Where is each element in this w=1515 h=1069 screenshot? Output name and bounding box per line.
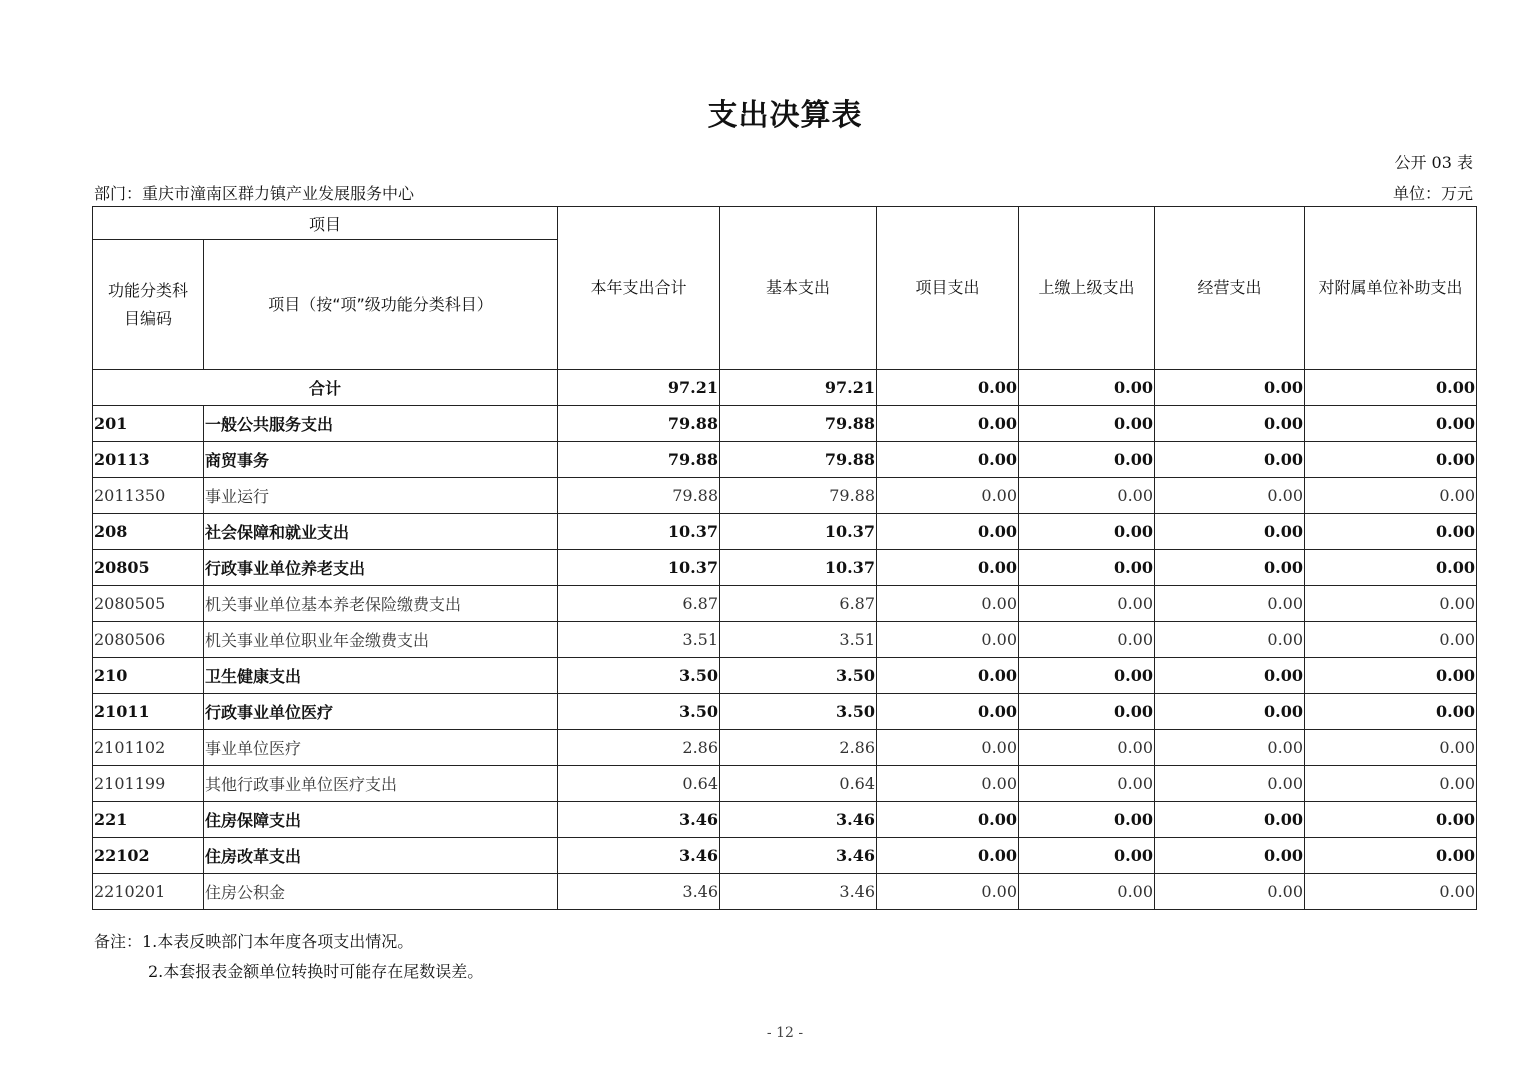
- total-value: 0.00: [1305, 370, 1477, 406]
- row-code: 201: [93, 406, 204, 442]
- row-value: 0.00: [1155, 586, 1305, 622]
- row-code: 2080505: [93, 586, 204, 622]
- row-value: 0.00: [1019, 766, 1155, 802]
- row-value: 0.00: [1155, 694, 1305, 730]
- row-value: 0.00: [1305, 802, 1477, 838]
- row-value: 0.64: [558, 766, 720, 802]
- header-col-basic: 基本支出: [720, 207, 877, 370]
- table-row: [93, 478, 1477, 514]
- row-value: 0.00: [1019, 730, 1155, 766]
- row-value: 0.00: [1019, 802, 1155, 838]
- row-value: 0.00: [1305, 658, 1477, 694]
- header-col-project: 项目支出: [877, 207, 1019, 370]
- row-value: 0.00: [1305, 586, 1477, 622]
- row-value: 0.00: [1305, 766, 1477, 802]
- row-code: 2101199: [93, 766, 204, 802]
- row-value: 3.50: [720, 694, 877, 730]
- row-value: 0.00: [877, 622, 1019, 658]
- row-code: 2080506: [93, 622, 204, 658]
- row-value: 0.00: [877, 406, 1019, 442]
- row-value: 79.88: [720, 478, 877, 514]
- note-line-2: 2.本套报表金额单位转换时可能存在尾数误差。: [148, 962, 484, 981]
- row-code: 20805: [93, 550, 204, 586]
- total-label: 合计: [93, 370, 558, 406]
- table-row: [93, 874, 1477, 910]
- row-value: 0.00: [877, 586, 1019, 622]
- total-value: 0.00: [877, 370, 1019, 406]
- row-code: 2210201: [93, 874, 204, 910]
- row-value: 10.37: [720, 514, 877, 550]
- row-value: 0.00: [877, 694, 1019, 730]
- row-value: 0.00: [1019, 550, 1155, 586]
- note-line-1: 备注：1.本表反映部门本年度各项支出情况。: [94, 932, 414, 951]
- row-value: 0.00: [1155, 838, 1305, 874]
- row-value: 3.46: [720, 838, 877, 874]
- row-value: 0.00: [877, 874, 1019, 910]
- row-name: 行政事业单位医疗: [204, 694, 558, 730]
- row-value: 3.46: [558, 874, 720, 910]
- row-value: 0.00: [1155, 406, 1305, 442]
- row-name: 住房改革支出: [204, 838, 558, 874]
- row-value: 79.88: [720, 406, 877, 442]
- row-value: 0.00: [1305, 406, 1477, 442]
- notes: [94, 927, 483, 987]
- row-value: 2.86: [720, 730, 877, 766]
- row-value: 0.00: [1019, 838, 1155, 874]
- row-value: 0.00: [1019, 514, 1155, 550]
- row-value: 0.00: [1305, 730, 1477, 766]
- row-code: 2011350: [93, 478, 204, 514]
- row-value: 0.00: [1155, 514, 1305, 550]
- row-name: 一般公共服务支出: [204, 406, 558, 442]
- row-value: 0.00: [1155, 766, 1305, 802]
- row-value: 0.00: [877, 766, 1019, 802]
- table-row: [93, 694, 1477, 730]
- row-value: 3.46: [720, 802, 877, 838]
- header-name: 项目（按“项”级功能分类科目）: [204, 240, 558, 370]
- row-value: 0.00: [877, 478, 1019, 514]
- row-value: 0.00: [1019, 442, 1155, 478]
- row-value: 0.00: [1305, 550, 1477, 586]
- row-value: 10.37: [558, 514, 720, 550]
- row-value: 0.00: [877, 442, 1019, 478]
- table-row: [93, 406, 1477, 442]
- row-value: 3.50: [558, 694, 720, 730]
- total-value: 0.00: [1019, 370, 1155, 406]
- table-row: [93, 550, 1477, 586]
- row-value: 0.00: [1305, 622, 1477, 658]
- row-code: 2101102: [93, 730, 204, 766]
- row-value: 0.00: [1305, 838, 1477, 874]
- row-value: 0.64: [720, 766, 877, 802]
- row-value: 0.00: [1019, 586, 1155, 622]
- table-row: [93, 622, 1477, 658]
- department-label: 部门：重庆市潼南区群力镇产业发展服务中心: [94, 184, 415, 203]
- unit-label: 单位：万元: [1392, 184, 1473, 203]
- total-value: 97.21: [558, 370, 720, 406]
- row-name: 卫生健康支出: [204, 658, 558, 694]
- row-name: 事业单位医疗: [204, 730, 558, 766]
- row-value: 0.00: [1019, 874, 1155, 910]
- row-value: 0.00: [877, 730, 1019, 766]
- row-name: 社会保障和就业支出: [204, 514, 558, 550]
- row-value: 0.00: [1155, 550, 1305, 586]
- row-value: 0.00: [1305, 442, 1477, 478]
- row-value: 0.00: [1019, 478, 1155, 514]
- total-value: 0.00: [1155, 370, 1305, 406]
- row-code: 208: [93, 514, 204, 550]
- row-value: 3.46: [558, 802, 720, 838]
- row-code: 21011: [93, 694, 204, 730]
- row-name: 机关事业单位基本养老保险缴费支出: [204, 586, 558, 622]
- total-row: [93, 370, 1477, 406]
- row-value: 0.00: [877, 838, 1019, 874]
- row-name: 机关事业单位职业年金缴费支出: [204, 622, 558, 658]
- page-number: - 12 -: [766, 1025, 804, 1041]
- row-value: 3.46: [558, 838, 720, 874]
- row-value: 79.88: [558, 406, 720, 442]
- table-row: [93, 730, 1477, 766]
- row-name: 其他行政事业单位医疗支出: [204, 766, 558, 802]
- row-name: 行政事业单位养老支出: [204, 550, 558, 586]
- row-value: 3.46: [720, 874, 877, 910]
- row-value: 0.00: [1019, 658, 1155, 694]
- row-value: 0.00: [1155, 874, 1305, 910]
- row-value: 0.00: [877, 550, 1019, 586]
- header-col-total: 本年支出合计: [558, 207, 720, 370]
- header-code: 功能分类科目编码: [93, 240, 204, 370]
- row-value: 0.00: [1019, 406, 1155, 442]
- table-row: [93, 766, 1477, 802]
- header-col-subsidy: 对附属单位补助支出: [1305, 207, 1477, 370]
- row-value: 79.88: [558, 442, 720, 478]
- header-col-remit: 上缴上级支出: [1019, 207, 1155, 370]
- row-name: 商贸事务: [204, 442, 558, 478]
- expenditure-table: [92, 206, 1477, 910]
- form-number: 公开 03 表: [1394, 153, 1473, 172]
- row-value: 79.88: [720, 442, 877, 478]
- row-value: 0.00: [1305, 874, 1477, 910]
- row-name: 住房公积金: [204, 874, 558, 910]
- row-code: 221: [93, 802, 204, 838]
- row-value: 0.00: [1155, 730, 1305, 766]
- row-value: 3.51: [720, 622, 877, 658]
- table-row: [93, 658, 1477, 694]
- header-project-group: 项目: [93, 207, 558, 240]
- table-row: [93, 838, 1477, 874]
- row-code: 210: [93, 658, 204, 694]
- table-row: [93, 586, 1477, 622]
- row-value: 10.37: [720, 550, 877, 586]
- total-value: 97.21: [720, 370, 877, 406]
- row-value: 0.00: [1155, 442, 1305, 478]
- row-value: 0.00: [1155, 478, 1305, 514]
- table-row: [93, 514, 1477, 550]
- row-value: 0.00: [1019, 622, 1155, 658]
- table-row: [93, 802, 1477, 838]
- row-value: 10.37: [558, 550, 720, 586]
- row-value: 6.87: [720, 586, 877, 622]
- row-name: 住房保障支出: [204, 802, 558, 838]
- row-value: 0.00: [877, 658, 1019, 694]
- row-value: 2.86: [558, 730, 720, 766]
- row-value: 0.00: [1305, 514, 1477, 550]
- row-value: 0.00: [1305, 478, 1477, 514]
- row-name: 事业运行: [204, 478, 558, 514]
- row-code: 20113: [93, 442, 204, 478]
- row-value: 3.51: [558, 622, 720, 658]
- page-title: 支出决算表: [707, 98, 863, 133]
- header-col-operating: 经营支出: [1155, 207, 1305, 370]
- row-value: 0.00: [877, 802, 1019, 838]
- row-value: 3.50: [720, 658, 877, 694]
- row-value: 0.00: [877, 514, 1019, 550]
- row-code: 22102: [93, 838, 204, 874]
- table-row: [93, 442, 1477, 478]
- row-value: 6.87: [558, 586, 720, 622]
- row-value: 0.00: [1155, 658, 1305, 694]
- row-value: 79.88: [558, 478, 720, 514]
- row-value: 0.00: [1305, 694, 1477, 730]
- row-value: 0.00: [1155, 802, 1305, 838]
- row-value: 3.50: [558, 658, 720, 694]
- row-value: 0.00: [1019, 694, 1155, 730]
- row-value: 0.00: [1155, 622, 1305, 658]
